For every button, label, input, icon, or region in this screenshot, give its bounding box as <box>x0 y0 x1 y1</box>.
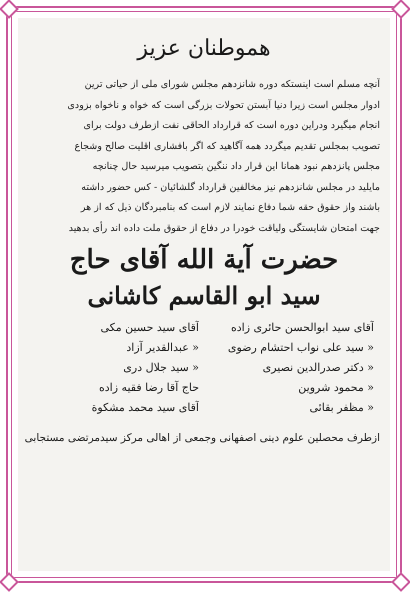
body-line: باشند واز حقوق حقه شما دفاع نمایند لازم است که بنامبردگان ذیل که از هر <box>80 202 380 213</box>
body-line: جهت امتحان شایستگی ولیاقت خودرا در دفاع از حقوق ملت داده اند رأی بدهید <box>68 222 380 234</box>
document-footer: ازطرف محصلین علوم دینی اصفهانی وجمعی از اهالی مرکز سیدمرتضی مستجابی <box>24 432 380 444</box>
candidate-name: آقای سید ابوالحسن حائری زاده <box>231 321 374 334</box>
candidate-name: « سید علی نواب احتشام رضوی <box>227 341 374 354</box>
candidate-name: آقای سید حسین مکی <box>100 321 199 334</box>
candidate-name: « مظفر بقائی <box>309 401 374 414</box>
body-line: تصویب بمجلس تقدیم میگردد همه آگاهید که اگر بافشاری اقلیت صالح وشجاع <box>74 140 380 152</box>
body-line: مایلید در مجلس شانزدهم نیز مخالفین قرارداد گلشائیان - کس حضور داشته <box>81 181 380 193</box>
candidate-name: حاج آقا رضا فقیه زاده <box>99 381 199 394</box>
candidate-name: « دکتر صدرالدین نصیری <box>262 361 374 374</box>
candidate-name: « محمود شروین <box>298 381 374 394</box>
body-line: انجام میگیرد ودراین دوره است که قرارداد الحاقی نفت ازطرف دولت برای <box>83 120 380 131</box>
candidate-name: آقای سید محمد مشکوة <box>91 401 199 414</box>
document-page <box>18 18 390 571</box>
body-line: آنچه مسلم است اینستکه دوره شانزدهم مجلس شورای ملی از حیاتی ترین <box>84 79 380 90</box>
document-title: هموطنان عزیز <box>137 36 271 61</box>
honoree-title: حضرت آیة الله آقای حاج <box>69 245 339 275</box>
candidate-list <box>34 318 374 418</box>
candidate-name: « عبدالقدیر آزاد <box>126 341 199 354</box>
candidate-name: « سید جلال دری <box>123 361 199 374</box>
document-body <box>28 75 380 239</box>
body-line: ادوار مجلس است زیرا دنیا آبستن تحولات بزرگی است که خواه و ناخواه بزودی <box>67 99 380 111</box>
honoree-name: سید ابو القاسم کاشانی <box>87 281 321 310</box>
body-line: مجلس پانزدهم نبود همانا این قرار داد ننگین بتصویب میرسید حال چنانچه <box>92 161 380 172</box>
